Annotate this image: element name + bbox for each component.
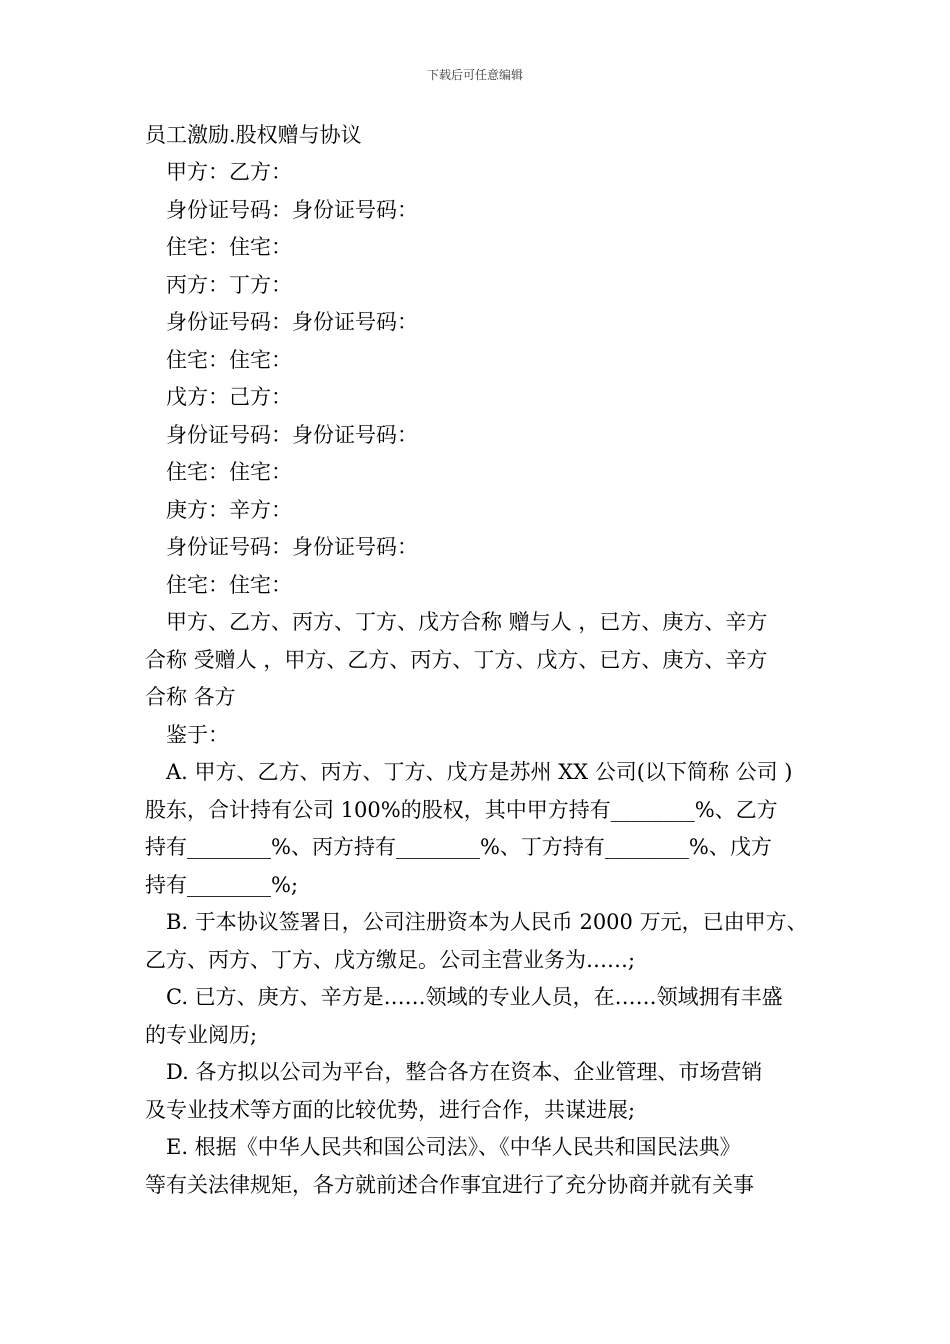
party-line: 身份证号码：身份证号码： <box>166 422 418 447</box>
party-line: 丙方：丁方： <box>166 272 292 297</box>
clause-b <box>145 904 810 979</box>
definition-line: 甲方、乙方、丙方、丁方、戊方合称 赠与人 ，已方、庚方、辛方 <box>166 610 768 634</box>
clause-line: D. 各方拟以公司为平台，整合各方在资本、企业管理、市场营销 <box>166 1060 763 1084</box>
clause-line: 股东，合计持有公司 100%的股权，其中甲方持有________%、乙方 <box>145 797 778 822</box>
party-line: 住宅：住宅： <box>166 347 292 372</box>
definition-paragraph <box>145 604 810 717</box>
clause-line: C. 已方、庚方、辛方是……领域的专业人员，在……领域拥有丰盛 <box>166 985 783 1009</box>
party-line: 住宅：住宅： <box>166 460 292 484</box>
clause-line: 的专业阅历; <box>145 1022 258 1047</box>
clause-d <box>145 1054 810 1129</box>
party-line: 身份证号码：身份证号码： <box>166 535 418 559</box>
clause-e <box>145 1129 810 1204</box>
clause-c <box>145 979 810 1054</box>
party-line: 甲方：乙方： <box>166 160 292 184</box>
whereas-heading: 鉴于： <box>166 722 229 747</box>
party-line: 住宅：住宅： <box>166 235 292 259</box>
clause-line: 乙方、丙方、丁方、戊方缴足。公司主营业务为……; <box>145 947 636 972</box>
document-body <box>145 116 810 1204</box>
clause-line: E. 根据《中华人民共和国公司法》、《中华人民共和国民法典》 <box>166 1135 741 1159</box>
clause-line: B. 于本协议签署日，公司注册资本为人民币 2000 万元，已由甲方、 <box>166 910 808 934</box>
party-line: 戊方：己方： <box>166 385 292 409</box>
clause-line: 持有________%、丙方持有________%、丁方持有________%、戊方 <box>145 835 772 859</box>
clause-line: 持有________%; <box>145 872 299 897</box>
party-line: 住宅：住宅： <box>166 572 292 597</box>
party-line: 庚方：辛方： <box>166 497 292 522</box>
page-header-note: 下载后可任意编辑 <box>426 68 523 82</box>
party-line: 身份证号码：身份证号码： <box>166 197 418 222</box>
parties-block <box>145 154 810 604</box>
clause-line: A. 甲方、乙方、丙方、丁方、戊方是苏州 XX 公司(以下简称 公司 ) <box>166 760 793 784</box>
clause-line: 等有关法律规矩，各方就前述合作事宜进行了充分协商并就有关事 <box>145 1172 754 1197</box>
clause-a <box>145 754 810 904</box>
party-line: 身份证号码：身份证号码： <box>166 310 418 334</box>
document-title: 员工激励.股权赠与协议 <box>145 123 362 147</box>
definition-line: 合称 受赠人 ，甲方、乙方、丙方、丁方、戊方、已方、庚方、辛方 <box>145 647 768 672</box>
definition-line: 合称 各方 <box>145 685 236 709</box>
clause-line: 及专业技术等方面的比较优势，进行合作，共谋进展; <box>145 1097 636 1122</box>
